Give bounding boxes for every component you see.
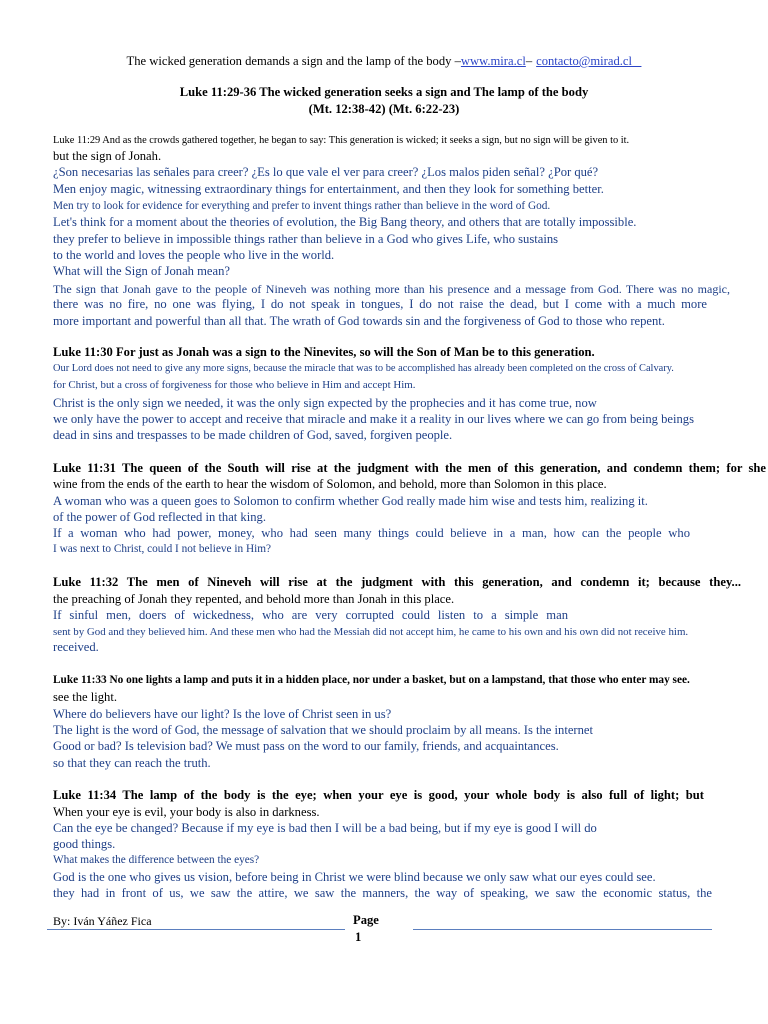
scripture-line: see the light. — [53, 690, 118, 704]
commentary-line: Our Lord does not need to give any more signs, because the miracle that was to be accomplished has already been completed on the cross of Calvary. — [53, 363, 674, 374]
scripture-line: but the sign of Jonah. — [53, 149, 162, 163]
commentary-line: Where do believers have our light? Is the love of Christ seen in us? — [53, 707, 392, 721]
verse-line: Luke 11:34 The lamp of the body is the eye; when your eye is good, your whole body is also full of light; but — [53, 788, 704, 802]
commentary-line: good things. — [53, 837, 116, 851]
commentary-line: A woman who was a queen goes to Solomon to confirm whether God really made him wise and tests him, realizing it. — [53, 494, 648, 508]
commentary-line: Good or bad? Is television bad? We must pass on the word to our family, friends, and acquaintances. — [53, 739, 559, 753]
verse-line: Luke 11:29 And as the crowds gathered together, he began to say: This generation is wicked; it seeks a sign, but no sign will be given to it. — [53, 135, 630, 146]
page-number: 1 — [355, 930, 362, 944]
footer-rule-right — [413, 929, 712, 930]
verse-line: Luke 11:33 No one lights a lamp and puts it in a hidden place, nor under a basket, but on a lampstand, that those who enter may see. — [53, 674, 690, 686]
commentary-line: there was no fire, no one was flying, I do not speak in tongues, I do not raise the dead, but I come with a much more — [53, 297, 707, 311]
commentary-line: ¿Son necesarias las señales para creer? ¿Es lo que vale el ver para creer? ¿Los malos piden señal? ¿Por qué? — [53, 165, 599, 179]
commentary-line: Can the eye be changed? Because if my eye is bad then I will be a bad being, but if my eye is good I will do — [53, 821, 597, 835]
commentary-line: I was next to Christ, could I not believe in Him? — [53, 543, 272, 555]
commentary-line: to the world and loves the people who live in the world. — [53, 248, 335, 262]
commentary-line: What will the Sign of Jonah mean? — [53, 264, 230, 278]
page-label: Page — [353, 913, 379, 927]
commentary-line: The sign that Jonah gave to the people of Nineveh was nothing more than his presence and a message from God. There was no magic, — [53, 282, 730, 296]
commentary-line: Let's think for a moment about the theories of evolution, the Big Bang theory, and others that are totally impossible. — [53, 215, 637, 229]
verse-line: Luke 11:31 The queen of the South will rise at the judgment with the men of this generation, and condemn them; for she — [53, 461, 766, 475]
commentary-line: more important and powerful than all that. The wrath of God towards sin and the forgiveness of God to those who repent. — [53, 314, 665, 328]
commentary-line: we only have the power to accept and receive that miracle and make it a reality in our lives where we can go from being beings — [53, 412, 694, 426]
commentary-line: What makes the difference between the eyes? — [53, 854, 260, 866]
scripture-line: When your eye is evil, your body is also in darkness. — [53, 805, 320, 819]
commentary-line: for Christ, but a cross of forgiveness for those who believe in Him and accept Him. — [53, 379, 416, 391]
document-title: Luke 11:29-36 The wicked generation seeks a sign and The lamp of the body — [179, 85, 589, 99]
footer-author: By: Iván Yáñez Fica — [53, 914, 152, 928]
commentary-line: of the power of God reflected in that king. — [53, 510, 266, 524]
verse-line: Luke 11:30 For just as Jonah was a sign to the Ninevites, so will the Son of Man be to this generation. — [53, 345, 595, 359]
commentary-line: dead in sins and trespasses to be made children of God, saved, forgiven people. — [53, 428, 453, 442]
email-link[interactable]: contacto@mirad.cl — [536, 54, 632, 68]
scripture-line: wine from the ends of the earth to hear the wisdom of Solomon, and behold, more than Solomon in this place. — [53, 477, 607, 491]
commentary-line: they had in front of us, we saw the attire, we saw the manners, the way of speaking, we saw the economic status, the — [53, 886, 712, 900]
website-link[interactable]: www.mira.cl — [460, 54, 526, 68]
header-separator: – — [525, 54, 533, 68]
verse-line: Luke 11:32 The men of Nineveh will rise at the judgment with this generation, and condemn it; because they... — [53, 575, 741, 589]
scripture-line: the preaching of Jonah they repented, and behold more than Jonah in this place. — [53, 592, 455, 606]
commentary-line: Men enjoy magic, witnessing extraordinary things for entertainment, and then they look for something better. — [53, 182, 604, 196]
document-subtitle: (Mt. 12:38-42) (Mt. 6:22-23) — [308, 102, 460, 116]
commentary-line: If a woman who had power, money, who had seen many things could believe in a man, how can the people who — [53, 526, 690, 540]
commentary-line: sent by God and they believed him. And these men who had the Messiah did not accept him, he came to his own and his own did not receive him. — [53, 626, 689, 638]
commentary-line: If sinful men, doers of wickedness, who are very corrupted could listen to a simple man — [53, 608, 568, 622]
header-text: The wicked generation demands a sign and the lamp of the body – — [126, 54, 461, 68]
commentary-line: The light is the word of God, the message of salvation that we should proclaim by all means. Is the internet — [53, 723, 594, 737]
footer-rule-left — [47, 929, 345, 930]
commentary-line: so that they can reach the truth. — [53, 756, 211, 770]
commentary-line: they prefer to believe in impossible things rather than believe in a God who gives Life, who sustains — [53, 232, 559, 246]
commentary-line: God is the one who gives us vision, before being in Christ we were blind because we only saw what our eyes could see. — [53, 870, 656, 884]
commentary-line: received. — [53, 640, 99, 654]
page-header — [0, 54, 768, 69]
commentary-line: Christ is the only sign we needed, it was the only sign expected by the prophecies and it has come true, now — [53, 396, 597, 410]
commentary-line: Men try to look for evidence for everything and prefer to invent things rather than believe in the word of God. — [53, 200, 551, 212]
